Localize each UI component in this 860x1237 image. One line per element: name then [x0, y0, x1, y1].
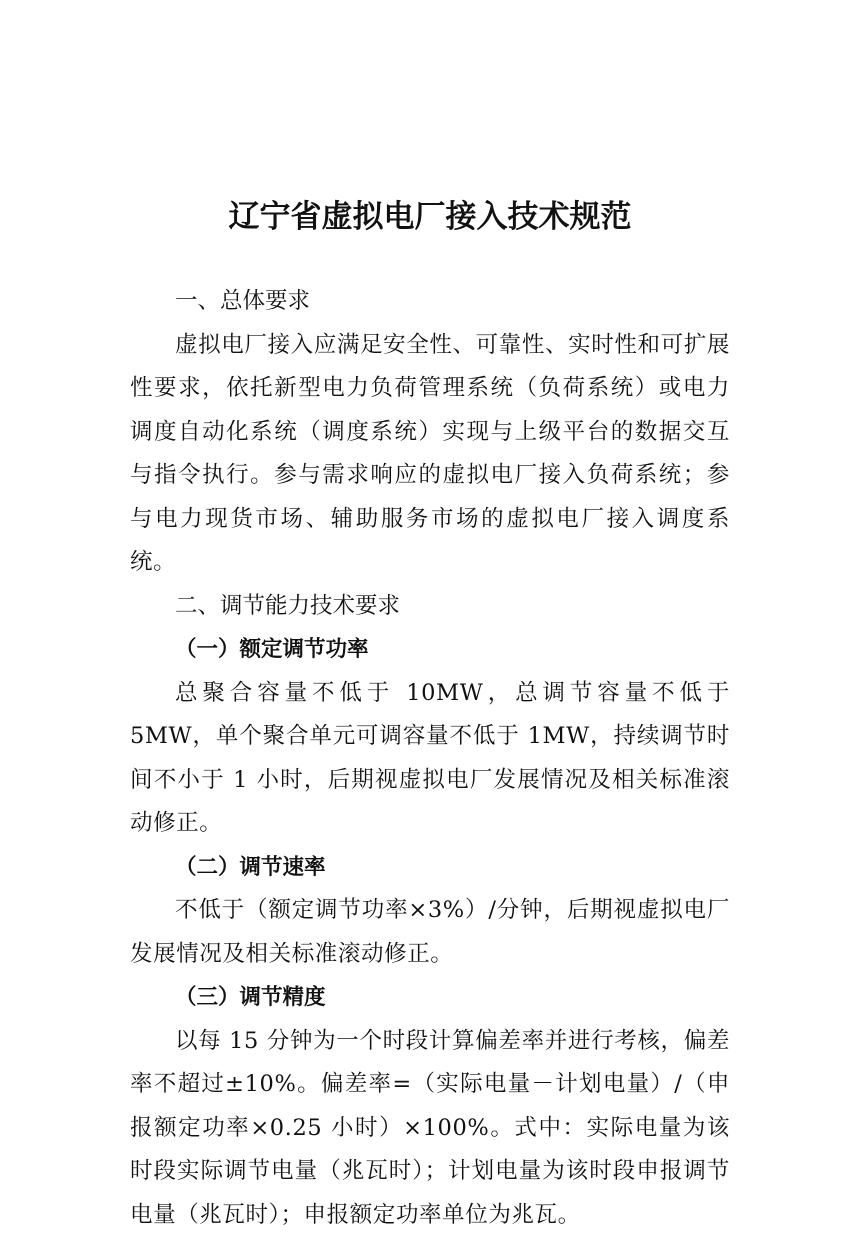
section-heading-regulation: 二、调节能力技术要求 — [130, 585, 730, 629]
subsection-paragraph-rate: 不低于（额定调节功率×3%）/分钟，后期视虚拟电厂发展情况及相关标准滚动修正。 — [130, 889, 730, 976]
subsection-paragraph-accuracy: 以每 15 分钟为一个时段计算偏差率并进行考核，偏差率不超过±10%。偏差率=（实际电量－计划电量）/（申报额定功率×0.25 小时）×100%。式中：实际电量为该时段实际调节电量（兆瓦时）；计划电量为该时段申报调节电量（兆瓦时）；申报额定功率单位为兆瓦。 — [130, 1020, 730, 1237]
subsection-heading-rated-power: （一）额定调节功率 — [130, 628, 730, 672]
subsection-paragraph-rated-power: 总聚合容量不低于 10MW，总调节容量不低于 5MW，单个聚合单元可调容量不低于 1MW，持续调节时间不小于 1 小时，后期视虚拟电厂发展情况及相关标准滚动修正。 — [130, 672, 730, 846]
section-paragraph-general: 虚拟电厂接入应满足安全性、可靠性、实时性和可扩展性要求，依托新型电力负荷管理系统（负荷系统）或电力调度自动化系统（调度系统）实现与上级平台的数据交互与指令执行。参与需求响应的虚拟电厂接入负荷系统；参与电力现货市场、辅助服务市场的虚拟电厂接入调度系统。 — [130, 324, 730, 585]
section-heading-general: 一、总体要求 — [130, 280, 730, 324]
document-title: 辽宁省虚拟电厂接入技术规范 — [0, 192, 860, 242]
document-body — [130, 280, 730, 1237]
subsection-heading-rate: （二）调节速率 — [130, 846, 730, 890]
subsection-heading-accuracy: （三）调节精度 — [130, 976, 730, 1020]
